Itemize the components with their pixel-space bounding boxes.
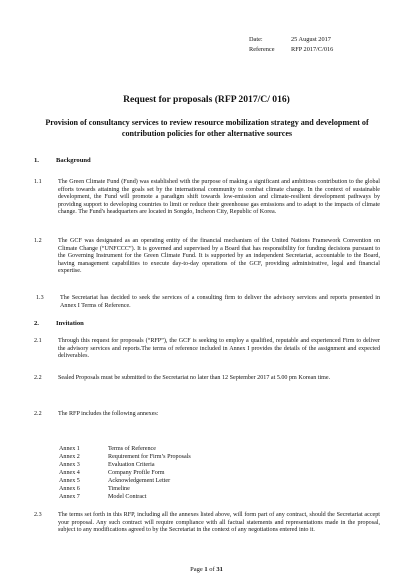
paragraph-number: 2.1 bbox=[34, 338, 42, 344]
list-item bbox=[59, 469, 191, 477]
paragraph-number: 1.1 bbox=[34, 179, 42, 185]
section-number: 1. bbox=[34, 157, 39, 164]
paragraph-text: The GCF was designated as an operating entity of the financial mechanism of the United Nations Framework Convention on Climate Change (“UNFCCC”). It is governed and supervised by a Board that has responsibility for funding decisions pursuant to the Governing Instrument for the Green Climate Fund. It is supported by an independent Secretariat, accountable to the Board, having management capabilities to execute day-to-day operations of the GCF, providing administrative, legal and financial expertise. bbox=[58, 238, 380, 275]
paragraph-number: 1.2 bbox=[34, 238, 42, 244]
annex-label: Annex 1 bbox=[59, 446, 80, 452]
section-title: Invitation bbox=[56, 320, 84, 327]
annex-title: Requirement for Firm’s Proposals bbox=[108, 454, 191, 460]
list-item bbox=[59, 477, 191, 485]
section-heading-invitation bbox=[34, 320, 84, 327]
list-item bbox=[59, 453, 191, 461]
paragraph-number: 2.2 bbox=[34, 411, 42, 417]
paragraph-2-2-annexes bbox=[34, 411, 380, 419]
paragraph-1-2 bbox=[34, 238, 380, 278]
paragraph-text: The Green Climate Fund (Fund) was established with the purpose of making a significant and ambitious contribution to the global efforts towards attaining the goals set by the international community to combat climate change. In the context of sustainable development, the Fund will promote a paradigm shift towards low-emission and climate-resilient development pathways by providing support to developing countries to limit or reduce their greenhouse gas emissions and to adapt to the impacts of climate change. The Fund's headquarters are located in Songdo, Incheon City, Republic of Korea. bbox=[58, 179, 380, 216]
paragraph-number: 1.3 bbox=[36, 295, 44, 301]
list-item bbox=[59, 461, 191, 469]
paragraph-text: The Secretariat has decided to seek the services of a consulting firm to deliver the advisory services and reports presented in Annex I Terms of Reference. bbox=[60, 295, 380, 309]
page-total: 31 bbox=[216, 566, 223, 573]
section-title: Background bbox=[56, 157, 91, 164]
paragraph-text: The RFP includes the following annexes: bbox=[58, 411, 159, 417]
reference-label: Reference bbox=[249, 46, 275, 53]
document-title: Request for proposals (RFP 2017/C/ 016) bbox=[123, 94, 290, 105]
paragraph-2-2 bbox=[34, 375, 380, 391]
list-item bbox=[59, 485, 191, 493]
page-current: 1 bbox=[204, 566, 208, 573]
annex-title: Terms of Reference bbox=[108, 446, 156, 452]
page-of: of bbox=[209, 566, 215, 573]
paragraph-2-1 bbox=[34, 338, 380, 362]
paragraph-number: 2.3 bbox=[34, 512, 42, 518]
document-meta bbox=[249, 35, 333, 55]
paragraph-2-3 bbox=[34, 512, 380, 544]
annex-label: Annex 2 bbox=[59, 454, 80, 460]
annex-title: Company Profile Form bbox=[108, 470, 165, 476]
section-number: 2. bbox=[34, 320, 39, 327]
list-item bbox=[59, 445, 191, 453]
date-label: Date: bbox=[249, 36, 263, 43]
paragraph-1-3 bbox=[36, 295, 380, 311]
annex-list bbox=[59, 445, 191, 501]
paragraph-text: Sealed Proposals must be submitted to the Secretariat no later than 12 September 2017 at 5.00 pm Korean time. bbox=[58, 375, 331, 381]
reference-row bbox=[249, 45, 333, 55]
document-subtitle: Provision of consultancy services to review resource mobilization strategy and development of contribution policies for other alternative sources bbox=[45, 118, 369, 138]
paragraph-1-1 bbox=[34, 179, 380, 219]
date-row bbox=[249, 35, 333, 45]
paragraph-text: The terms set forth in this RFP, including all the annexes listed above, will form part of any contract, should the Secretariat accept your proposal. Any such contract will require compliance with all factual statements and representations made in the proposal, subject to any modifications agreed to by the Secretariat in the context of any negotiations entered into it. bbox=[58, 512, 380, 534]
annex-label: Annex 6 bbox=[59, 486, 80, 492]
annex-title: Evaluation Criteria bbox=[108, 462, 155, 468]
section-heading-background bbox=[34, 157, 91, 164]
page-word: Page bbox=[190, 566, 203, 573]
annex-label: Annex 3 bbox=[59, 462, 80, 468]
paragraph-number: 2.2 bbox=[34, 375, 42, 381]
list-item bbox=[59, 493, 191, 501]
reference-value: RFP 2017/C/016 bbox=[291, 46, 334, 53]
annex-label: Annex 4 bbox=[59, 470, 80, 476]
paragraph-text: Through this request for proposals (“RFP”), the GCF is seeking to employ a qualified, reputable and experienced Firm to deliver the advisory services and reports.The terms of reference included in Annex I provides the details of the assignment and expected deliverables. bbox=[58, 338, 380, 360]
date-value: 25 August 2017 bbox=[291, 36, 331, 43]
annex-title: Timeline bbox=[108, 486, 130, 492]
annex-title: Model Contract bbox=[108, 494, 147, 500]
annex-label: Annex 7 bbox=[59, 494, 80, 500]
annex-title: Acknowledgement Letter bbox=[108, 478, 171, 484]
page-number bbox=[0, 566, 413, 573]
annex-label: Annex 5 bbox=[59, 478, 80, 484]
